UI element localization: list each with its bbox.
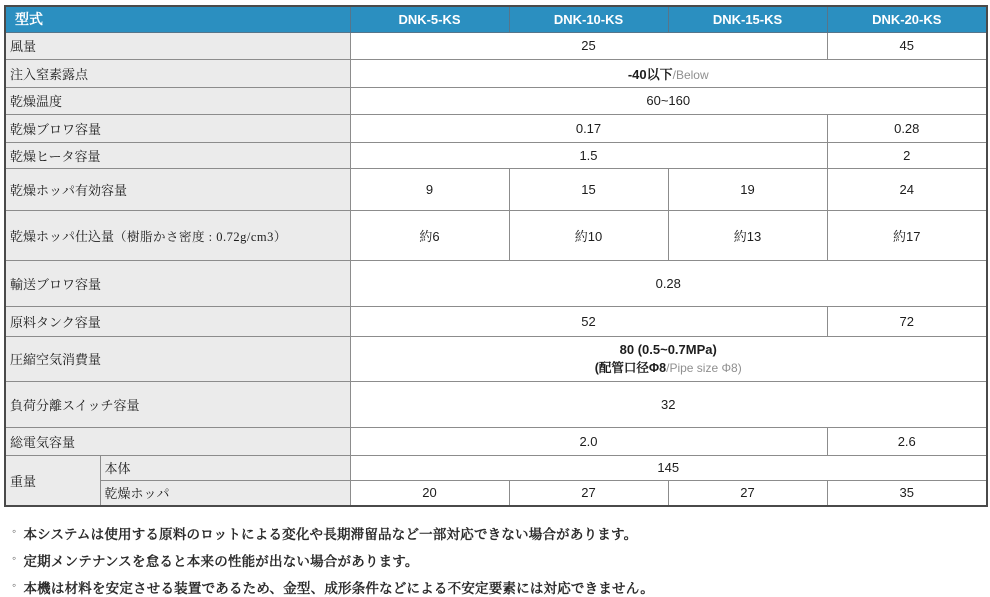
spec-cell: 15 (509, 168, 668, 210)
pipe-size-jp: (配管口径Φ8 (594, 360, 667, 375)
spec-cell: 約6 (350, 210, 509, 260)
spec-cell: 35 (827, 480, 987, 506)
table-row (5, 306, 987, 336)
table-row (5, 142, 987, 168)
table-row (5, 114, 987, 142)
bullet-icon: ◦ (12, 524, 17, 538)
spec-cell: 27 (509, 480, 668, 506)
spec-cell: 約13 (668, 210, 827, 260)
spec-row-label: 乾燥ホッパ有効容量 (5, 168, 350, 210)
table-row (5, 168, 987, 210)
spec-cell: 52 (350, 306, 827, 336)
spec-cell: 145 (350, 455, 987, 480)
spec-value: -40以下 (627, 66, 673, 82)
spec-cell: 約10 (509, 210, 668, 260)
spec-value-translation: /Below (672, 67, 709, 82)
spec-cell: 2 (827, 142, 987, 168)
spec-row-label: 圧縮空気消費量 (5, 336, 350, 381)
bullet-icon: ◦ (12, 551, 17, 565)
spec-cell: 20 (350, 480, 509, 506)
footnotes (10, 523, 986, 597)
spec-cell: 約17 (827, 210, 987, 260)
spec-cell: 9 (350, 168, 509, 210)
spec-cell: 72 (827, 306, 987, 336)
footnote-text: 本システムは使用する原料のロットによる変化や長期滞留品など一部対応できない場合があります。 (23, 527, 638, 542)
spec-cell: 25 (350, 32, 827, 59)
table-row (5, 210, 987, 260)
table-row (5, 87, 987, 114)
spec-row-label: 乾燥ブロワ容量 (5, 114, 350, 142)
table-row (5, 455, 987, 480)
spec-value: 80 (0.5~0.7MPa) (619, 341, 717, 357)
spec-cell (350, 336, 987, 381)
spec-row-label: 乾燥温度 (5, 87, 350, 114)
table-row (5, 480, 987, 506)
column-header-dnk-10-ks: DNK-10-KS (509, 6, 668, 32)
spec-cell: 1.5 (350, 142, 827, 168)
spec-cell: 27 (668, 480, 827, 506)
spec-subrow-label: 乾燥ホッパ (100, 480, 350, 506)
table-header-row (5, 6, 987, 32)
spec-cell: 19 (668, 168, 827, 210)
spec-cell: 2.0 (350, 427, 827, 455)
footnote-line (10, 577, 986, 597)
spec-row-label (5, 210, 350, 260)
table-row (5, 336, 987, 381)
column-header-dnk-20-ks: DNK-20-KS (827, 6, 987, 32)
table-row (5, 59, 987, 87)
spec-row-label: 総電気容量 (5, 427, 350, 455)
spec-row-label-main: 乾燥ホッパ仕込量 (10, 228, 115, 244)
spec-subrow-label: 本体 (100, 455, 350, 480)
pipe-size-en: /Pipe size Φ8) (666, 360, 742, 375)
spec-cell: 60~160 (350, 87, 987, 114)
bullet-icon: ◦ (12, 578, 17, 592)
spec-row-label-note: （樹脂かさ密度 : 0.72g/cm3） (114, 229, 287, 244)
footnote-line (10, 550, 986, 570)
spec-cell: 45 (827, 32, 987, 59)
spec-table (4, 5, 988, 507)
spec-cell (350, 59, 987, 87)
column-header-dnk-5-ks: DNK-5-KS (350, 6, 509, 32)
spec-row-label: 輸送ブロワ容量 (5, 260, 350, 306)
footnote-text: 定期メンテナンスを怠ると本来の性能が出ない場合があります。 (23, 554, 419, 569)
spec-row-label: 注入窒素露点 (5, 59, 350, 87)
spec-row-label: 負荷分離スイッチ容量 (5, 381, 350, 427)
column-header-dnk-15-ks: DNK-15-KS (668, 6, 827, 32)
spec-cell: 0.17 (350, 114, 827, 142)
corner-header-model-type: 型式 (5, 6, 350, 32)
spec-cell: 0.28 (827, 114, 987, 142)
spec-row-label: 乾燥ヒータ容量 (5, 142, 350, 168)
footnote-line (10, 523, 986, 543)
spec-cell: 2.6 (827, 427, 987, 455)
spec-row-label: 原料タンク容量 (5, 306, 350, 336)
table-row (5, 260, 987, 306)
spec-cell: 24 (827, 168, 987, 210)
spec-cell: 32 (350, 381, 987, 427)
footnote-text: 本機は材料を安定させる装置であるため、金型、成形条件などによる不安定要素には対応できません。 (23, 581, 654, 596)
spec-cell: 0.28 (350, 260, 987, 306)
table-row (5, 381, 987, 427)
spec-row-label: 風量 (5, 32, 350, 59)
spec-value-line2 (355, 358, 983, 376)
table-row (5, 32, 987, 59)
table-row (5, 427, 987, 455)
spec-row-label-weight: 重量 (5, 455, 100, 506)
